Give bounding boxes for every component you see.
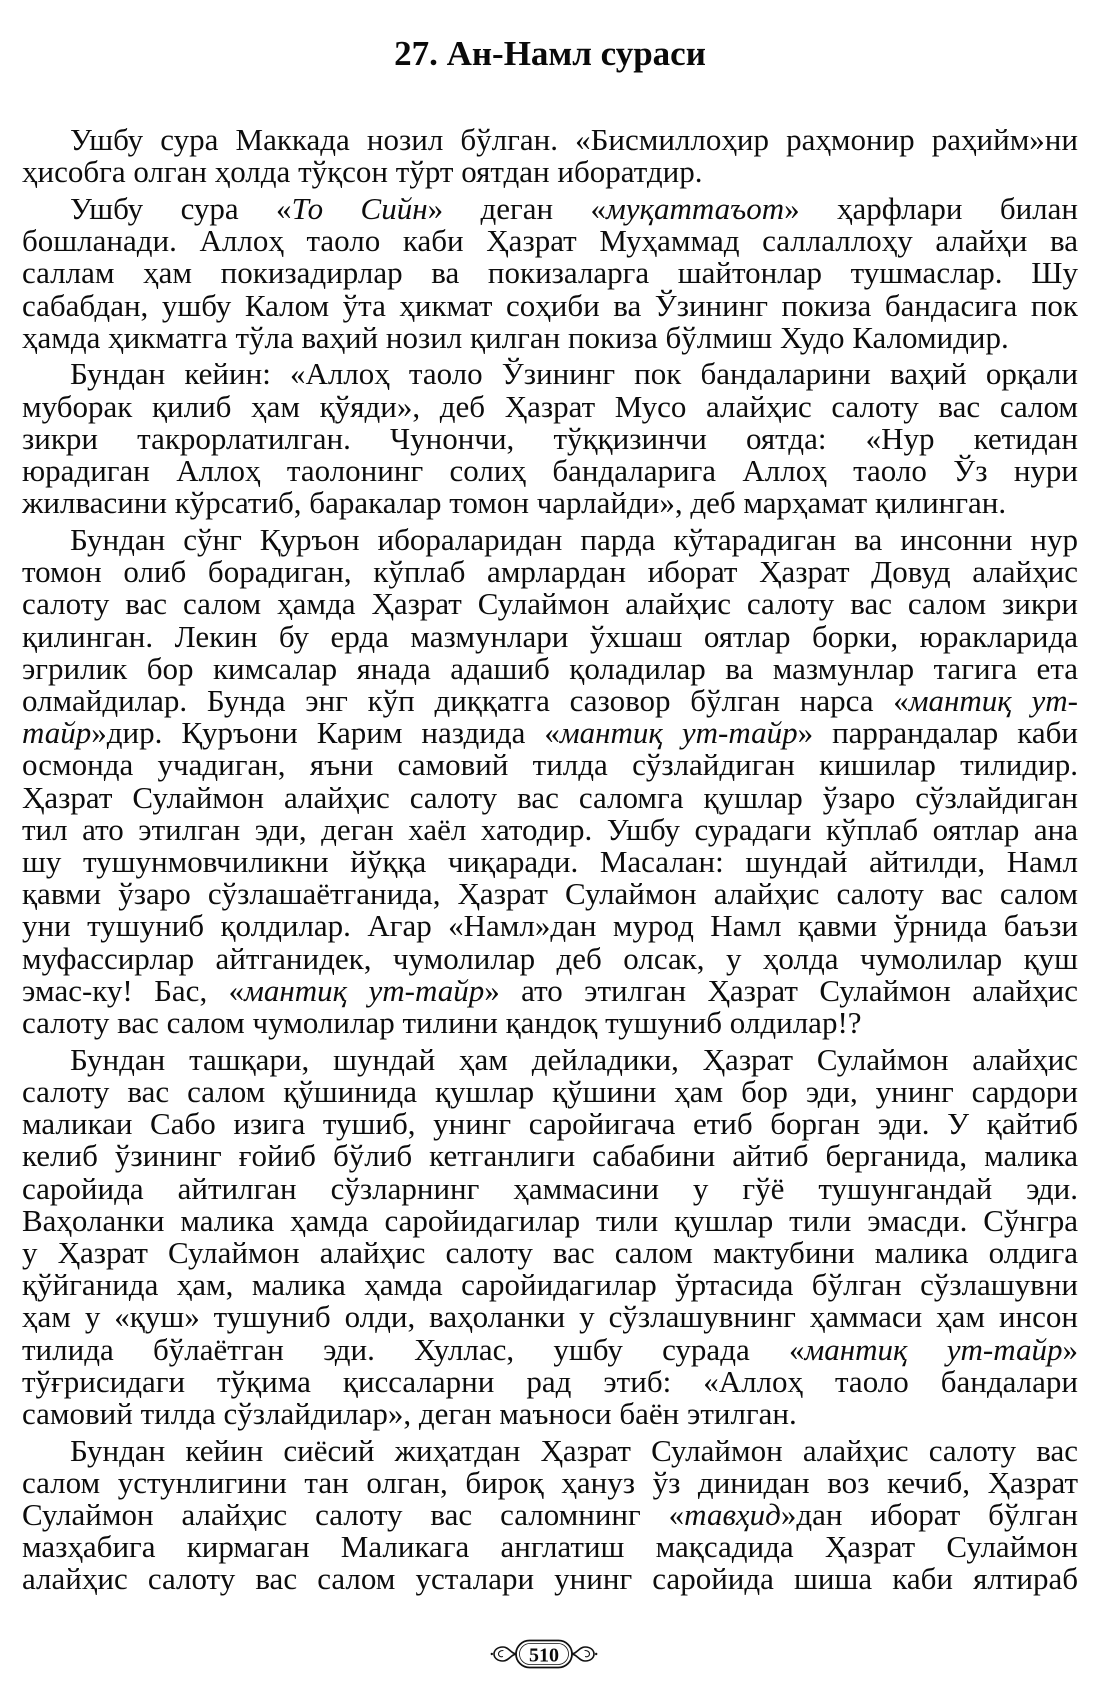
text-line: тил ато этилган эди, деган хаёл хатодир. Ушбу сурадаги кўплаб оятлар ана <box>22 811 1078 847</box>
italic-term: мантиқ ут- <box>908 682 1078 718</box>
text-line: салоту вас салом ҳамда Ҳазрат Сулаймон алайҳис салоту вас салом зикри <box>22 586 1078 622</box>
body-text <box>22 124 1078 1596</box>
text-segment: » ато этилган Ҳазрат Сулаймон алайҳис <box>484 972 1078 1008</box>
text-line: осмонда учадиган, яъни самовий тилда сўзлайдиган кишилар тилидир. <box>22 747 1078 783</box>
page-number-block <box>490 1637 598 1671</box>
text-line: қавми ўзаро сўзлашаётганида, Ҳазрат Сулаймон алайҳис салоту вас салом <box>22 876 1078 912</box>
page-number-ornament <box>490 1637 598 1671</box>
text-segment: эмас-ку! Бас, « <box>22 972 245 1008</box>
text-line: тўғрисидаги тўқима қиссаларни рад этиб: «Аллоҳ таоло бандалари <box>22 1363 1078 1399</box>
text-line: Бундан ташқари, шундай ҳам дейладики, Ҳазрат Сулаймон алайҳис <box>70 1041 1078 1077</box>
text-segment: » <box>1062 1331 1078 1367</box>
text-line: зикри такрорлатилган. Чунончи, тўққизинчи оятда: «Нур кетидан <box>22 420 1078 456</box>
italic-term: мантиқ ут-тайр <box>244 972 485 1008</box>
text-line: ҳам у «қуш» тушуниб олди, ваҳоланки у сўзлашувнинг ҳаммаси ҳам инсон <box>22 1299 1078 1335</box>
text-line: у Ҳазрат Сулаймон алайҳис салоту вас салом мактубини малика олдига <box>22 1234 1078 1270</box>
text-line: Ваҳоланки малика ҳамда саройидагилар тили қушлар тили эмасди. Сўнгра <box>22 1202 1078 1238</box>
text-line: ҳамда ҳикматга тўла ваҳий нозил қилган покиза бўлмиш Худо Каломидир. <box>22 319 1009 355</box>
text-line: уни тушуниб қолдилар. Агар «Намл»дан мурод Намл қавми ўрнида баъзи <box>22 908 1078 944</box>
paragraph <box>22 1432 1078 1597</box>
text-line: бошланади. Аллоҳ таоло каби Ҳазрат Муҳаммад саллаллоҳу алайҳи ва <box>22 223 1078 259</box>
italic-term: муқаттаъот <box>605 190 785 226</box>
text-line: Бундан кейин сиёсий жиҳатдан Ҳазрат Сулаймон алайҳис салоту вас <box>70 1432 1078 1468</box>
page-number: 510 <box>529 1644 559 1667</box>
text-line: томон олиб борадиган, кўплаб амрлардан иборат Ҳазрат Довуд алайҳис <box>22 554 1078 590</box>
text-segment: »дан иборат бўлган <box>780 1497 1078 1533</box>
italic-term: То Сийн <box>291 190 428 226</box>
ornament-scroll-left <box>491 1647 517 1661</box>
text-line: шу тушунмовчиликни йўққа чиқаради. Масалан: шундай айтилди, Намл <box>22 843 1078 879</box>
text-line <box>22 717 1078 749</box>
text-line: юрадиган Аллоҳ таолонинг солиҳ бандаларига Аллоҳ таоло Ўз нури <box>22 453 1078 489</box>
text-line: эгрилик бор кимсалар янада адашиб қоладилар ва мазмунлар тагига ета <box>22 650 1078 686</box>
text-segment: » ҳарфлари билан <box>784 190 1079 226</box>
text-line: келиб ўзининг ғойиб бўлиб кетганлиги сабабини айтиб берганида, малика <box>22 1138 1078 1174</box>
paragraph <box>22 358 1078 519</box>
text-line <box>22 682 1078 718</box>
text-segment: олмайдилар. Бунда энг кўп диққатга сазовор бўлган нарса « <box>22 682 909 718</box>
text-segment: » деган « <box>427 190 606 226</box>
text-line: Бундан кейин: «Аллоҳ таоло Ўзининг пок бандаларини ваҳий орқали <box>70 356 1078 392</box>
text-segment: Ушбу сура « <box>70 190 292 226</box>
text-line: маликаи Сабо изига тушиб, унинг саройигача етиб борган эди. У қайтиб <box>22 1106 1078 1142</box>
text-line: саллам ҳам покизадирлар ва покизаларга шайтонлар тушмаслар. Шу <box>22 255 1078 291</box>
text-line: Ҳазрат Сулаймон алайҳис салоту вас саломга қушлар ўзаро сўзлайдиган <box>22 779 1078 815</box>
text-segment: Сулаймон алайҳис салоту вас саломнинг « <box>22 1497 685 1533</box>
text-line: салом устунлигини тан олган, бироқ ҳануз ўз динидан воз кечиб, Ҳазрат <box>22 1464 1078 1500</box>
text-line: салоту вас салом чумолилар тилини қандоқ тушуниб олдилар!? <box>22 1004 862 1040</box>
text-line: салоту вас салом қўшинида қушлар қўшини ҳам бор эди, унинг сардори <box>22 1073 1078 1109</box>
paragraph <box>22 521 1078 1040</box>
text-line: ҳисобга олган ҳолда тўқсон тўрт оятдан иборатдир. <box>22 154 703 190</box>
paragraph <box>22 190 1079 355</box>
text-line <box>22 1499 1078 1531</box>
chapter-title: 27. Ан-Намл сураси <box>394 34 706 73</box>
text-line: жилвасини кўрсатиб, баракалар томон чарлайди», деб марҳамат қилинган. <box>22 485 1007 521</box>
italic-term: тайр <box>22 715 92 751</box>
text-line: Бундан сўнг Қуръон ибораларидан парда кўтарадиган ва инсонни нур <box>70 521 1078 557</box>
paragraph <box>22 124 1078 188</box>
text-line: муфассирлар айтганидек, чумолилар деб олсак, у ҳолда чумолилар қуш <box>22 940 1078 976</box>
text-line <box>22 972 1078 1008</box>
text-line: сабабдан, ушбу Калом ўта ҳикмат соҳиби ва Ўзининг покиза бандасига пок <box>22 287 1078 323</box>
text-line: мазҳабига кирмаган Маликага англатиш мақсадида Ҳазрат Сулаймон <box>22 1529 1078 1565</box>
text-segment: » паррандалар каби <box>797 715 1078 751</box>
text-line: қилинган. Лекин бу ерда мазмунлари ўхшаш оятлар борки, юракларида <box>22 618 1078 654</box>
italic-term: тавҳид <box>684 1497 781 1533</box>
text-line: самовий тилда сўзлайдилар», деган маъноси баён этилган. <box>22 1395 797 1431</box>
text-line: муборак қилиб ҳам қўяди», деб Ҳазрат Мусо алайҳис салоту вас салом <box>22 388 1078 424</box>
text-line <box>22 190 1079 226</box>
text-line: алайҳис салоту вас салом усталари унинг саройида шиша каби ялтираб <box>22 1561 1078 1597</box>
italic-term: мантиқ ут-тайр <box>804 1331 1063 1367</box>
text-segment: »дир. Қуръони Карим наздида « <box>91 715 560 751</box>
ornament-scroll-right <box>571 1647 597 1661</box>
paragraph <box>22 1041 1078 1431</box>
italic-term: мантиқ ут-тайр <box>559 715 798 751</box>
text-line <box>22 1331 1078 1367</box>
text-segment: тилида бўлаётган эди. Хуллас, ушбу сурада « <box>22 1331 805 1367</box>
text-line: Ушбу сура Маккада нозил бўлган. «Бисмиллоҳир раҳмонир раҳийм»ни <box>70 122 1078 157</box>
text-line: саройида айтилган сўзларнинг ҳаммасини у гўё тушунгандай эди. <box>22 1170 1078 1206</box>
text-line: қўйганида ҳам, малика ҳамда саройидагилар ўртасида бўлган сўзлашувни <box>22 1267 1078 1303</box>
